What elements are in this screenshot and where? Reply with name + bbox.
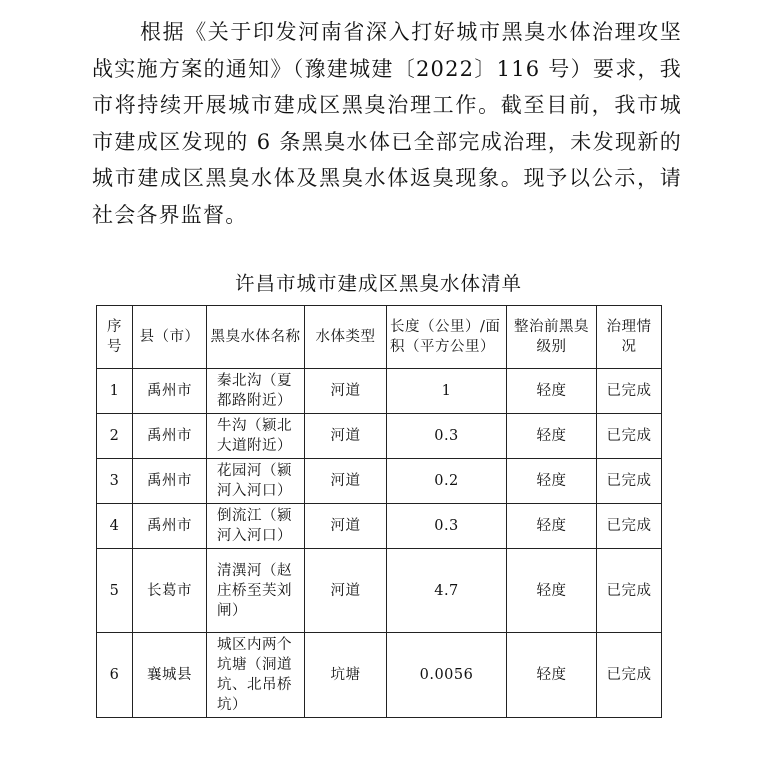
black-odor-water-table bbox=[96, 305, 662, 718]
cell-name: 城区内两个坑塘（洞道坑、北吊桥坑） bbox=[207, 633, 305, 718]
table-row bbox=[97, 633, 662, 718]
cell-county: 禹州市 bbox=[133, 414, 207, 459]
cell-index: 3 bbox=[97, 459, 133, 504]
cell-size: 1 bbox=[387, 369, 507, 414]
header-type: 水体类型 bbox=[305, 306, 387, 369]
cell-index: 4 bbox=[97, 504, 133, 549]
table-row bbox=[97, 549, 662, 633]
cell-status: 已完成 bbox=[597, 633, 662, 718]
cell-level: 轻度 bbox=[507, 549, 597, 633]
cell-status: 已完成 bbox=[597, 369, 662, 414]
table-row bbox=[97, 459, 662, 504]
header-index: 序号 bbox=[97, 306, 133, 369]
header-status: 治理情况 bbox=[597, 306, 662, 369]
cell-status: 已完成 bbox=[597, 549, 662, 633]
cell-name: 清潩河（赵庄桥至芙刘闸） bbox=[207, 549, 305, 633]
cell-size: 4.7 bbox=[387, 549, 507, 633]
cell-index: 5 bbox=[97, 549, 133, 633]
cell-level: 轻度 bbox=[507, 633, 597, 718]
cell-size: 0.3 bbox=[387, 504, 507, 549]
cell-level: 轻度 bbox=[507, 459, 597, 504]
header-name: 黑臭水体名称 bbox=[207, 306, 305, 369]
cell-index: 2 bbox=[97, 414, 133, 459]
cell-name: 秦北沟（夏都路附近） bbox=[207, 369, 305, 414]
cell-index: 6 bbox=[97, 633, 133, 718]
cell-county: 禹州市 bbox=[133, 504, 207, 549]
cell-name: 牛沟（颍北大道附近） bbox=[207, 414, 305, 459]
cell-status: 已完成 bbox=[597, 504, 662, 549]
cell-county: 长葛市 bbox=[133, 549, 207, 633]
header-level: 整治前黑臭级别 bbox=[507, 306, 597, 369]
cell-type: 河道 bbox=[305, 369, 387, 414]
header-county: 县（市） bbox=[133, 306, 207, 369]
cell-index: 1 bbox=[97, 369, 133, 414]
cell-type: 河道 bbox=[305, 414, 387, 459]
cell-level: 轻度 bbox=[507, 414, 597, 459]
cell-name: 倒流江（颍河入河口） bbox=[207, 504, 305, 549]
cell-county: 禹州市 bbox=[133, 459, 207, 504]
cell-level: 轻度 bbox=[507, 369, 597, 414]
cell-level: 轻度 bbox=[507, 504, 597, 549]
cell-type: 河道 bbox=[305, 459, 387, 504]
table-title: 许昌市城市建成区黑臭水体清单 bbox=[234, 272, 522, 295]
table-row bbox=[97, 369, 662, 414]
table-row bbox=[97, 414, 662, 459]
cell-status: 已完成 bbox=[597, 414, 662, 459]
cell-type: 河道 bbox=[305, 549, 387, 633]
cell-county: 襄城县 bbox=[133, 633, 207, 718]
cell-size: 0.2 bbox=[387, 459, 507, 504]
cell-size: 0.3 bbox=[387, 414, 507, 459]
cell-size: 0.0056 bbox=[387, 633, 507, 718]
cell-type: 河道 bbox=[305, 504, 387, 549]
notice-paragraph: 根据《关于印发河南省深入打好城市黑臭水体治理攻坚战实施方案的通知》（豫建城建〔2022〕116 号）要求，我市将持续开展城市建成区黑臭治理工作。截至目前，我市城市建成区发现的 6 条黑臭水体已全部完成治理，未发现新的城市建成区黑臭水体及黑臭水体返臭现象。现予以公示，请社会各界监督。 bbox=[92, 20, 682, 227]
cell-name: 花园河（颍河入河口） bbox=[207, 459, 305, 504]
cell-county: 禹州市 bbox=[133, 369, 207, 414]
table-header-row bbox=[97, 306, 662, 369]
cell-status: 已完成 bbox=[597, 459, 662, 504]
cell-type: 坑塘 bbox=[305, 633, 387, 718]
header-size: 长度（公里）/面积（平方公里） bbox=[387, 306, 507, 369]
table-row bbox=[97, 504, 662, 549]
